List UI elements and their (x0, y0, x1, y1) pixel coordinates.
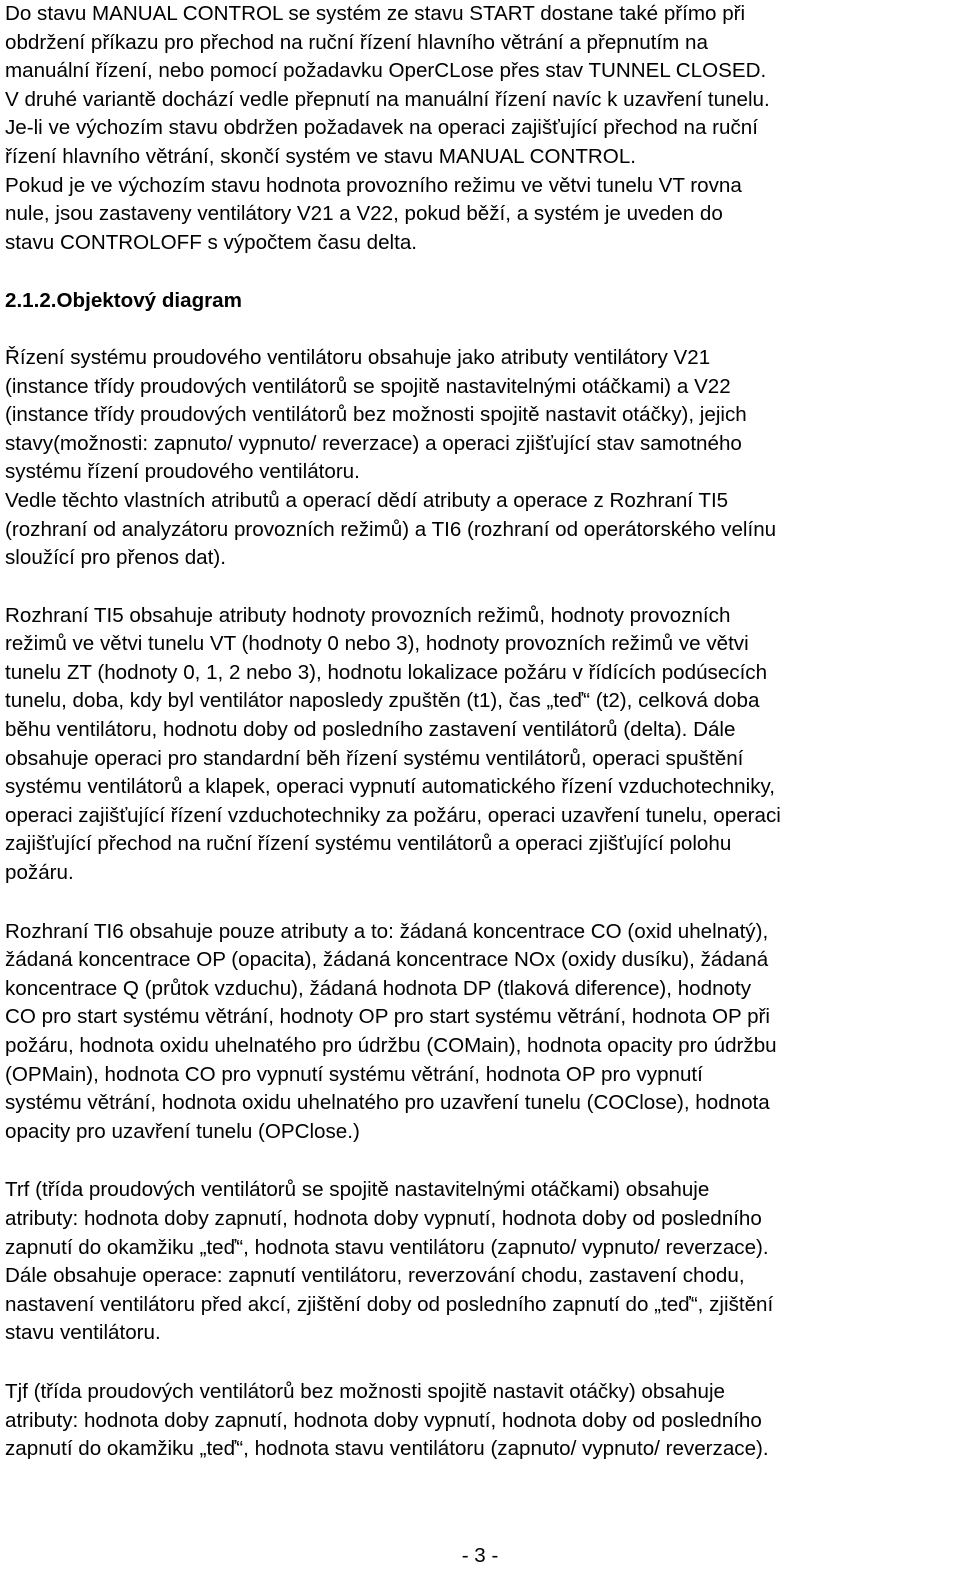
paragraph-trf-class: Trf (třída proudových ventilátorů se spojitě nastavitelnými otáčkami) obsahuje atributy: hodnota doby zapnutí, hodnota doby vypnutí, hodnota doby od posledního zapnutí do okamžiku „teď“, hodnota stavu ventilátoru (zapnuto/ vypnuto/ reverzace). Dále obsahuje operace: zapnutí ventilátoru, reverzování chodu, zastavení chodu, nastavení ventilátoru před akcí, zjištění doby od posledního zapnutí do „teď“, zjištění stavu ventilátoru. (5, 1178, 774, 1345)
section-heading: 2.1.2.Objektový diagram (5, 289, 242, 313)
spacer (5, 888, 955, 918)
spacer (5, 573, 955, 602)
paragraph-ti6-interface: Rozhraní TI6 obsahuje pouze atributy a to: žádaná koncentrace CO (oxid uhelnatý), žádaná koncentrace OP (opacita), žádaná koncentrace NOx (oxidy dusíku), žádaná koncentrace Q (průtok vzduchu), žádaná hodnota DP (tlaková diference), hodnoty CO pro start systému větrání, hodnoty OP pro start systému větrání, hodnota OP při požáru, hodnota oxidu uhelnatého pro údržbu (COMain), hodnota opacity pro údržbu (OPMain), hodnota CO pro vypnutí systému větrání, hodnota OP pro vypnutí systému větrání, hodnota oxidu uhelnatého pro uzavření tunelu (COClose), hodnota opacity pro uzavření tunelu (OPClose.) (5, 919, 777, 1143)
spacer (5, 316, 955, 344)
paragraph-controloff: Pokud je ve výchozím stavu hodnota provozního režimu ve větvi tunelu VT rovna nule, jsou zastaveny ventilátory V21 a V22, pokud běží, a systém je uveden do stavu CONTROLOFF s výpočtem času delta. (5, 173, 742, 254)
paragraph-tjf-class: Tjf (třída proudových ventilátorů bez možnosti spojitě nastavit otáčky) obsahuje atributy: hodnota doby zapnutí, hodnota doby vypnutí, hodnota doby od posledního zapnutí do okamžiku „teď“, hodnota stavu ventilátoru (zapnuto/ vypnuto/ reverzace). (5, 1379, 769, 1461)
paragraph-ti5-interface: Rozhraní TI5 obsahuje atributy hodnoty provozních režimů, hodnoty provozních režimů ve větvi tunelu VT (hodnoty 0 nebo 3), hodnoty provozních režimů ve větvi tunelu ZT (hodnoty 0, 1, 2 nebo 3), hodnotu lokalizace požáru v řídících podúsecích tunelu, doba, kdy byl ventilátor naposledy zpuštěn (t1), čas „teď“ (t2), celková doba běhu ventilátoru, hodnotu doby od posledního zastavení ventilátorů (delta). Dále obsahuje operaci pro standardní běh řízení systému ventilátorů, operaci spuštění systému ventilátorů a klapek, operaci vypnutí automatického řízení vzduchotechniky, operaci zajišťující řízení vzduchotechniky za požáru, operaci uzavření tunelu, operaci zajišťující přechod na ruční řízení systému ventilátorů a operaci zjišťující polohu požáru. (5, 603, 781, 885)
paragraph-inheritance: Vedle těchto vlastních atributů a operací dědí atributy a operace z Rozhraní TI5 (rozhraní od analyzátoru provozních režimů) a TI6 (rozhraní od operátorského velínu sloužící pro přenos dat). (5, 488, 777, 570)
spacer (5, 1348, 955, 1378)
document-page (5, 0, 955, 1464)
paragraph-fan-control-attributes: Řízení systému proudového ventilátoru obsahuje jako atributy ventilátory V21 (instance třídy proudových ventilátorů se spojitě nastavitelnými otáčkami) a V22 (instance třídy proudových ventilátorů bez možnosti spojitě nastavit otáčky), jejich stavy(možnosti: zapnuto/ vypnuto/ reverzace) a operaci zjišťující stav samotného systému řízení proudového ventilátoru. (5, 345, 747, 484)
spacer (5, 257, 955, 287)
paragraph-manual-control-transition: Do stavu MANUAL CONTROL se systém ze stavu START dostane také přímo při obdržení příkazu pro přechod na ruční řízení hlavního větrání a přepnutím na manuální řízení, nebo pomocí požadavku OperCLose přes stav TUNNEL CLOSED. V druhé variantě dochází vedle přepnutí na manuální řízení navíc k uzavření tunelu. (5, 2, 770, 111)
page-number: - 3 - (461, 1544, 499, 1567)
spacer (5, 1146, 955, 1176)
paragraph-manual-control-request: Je-li ve výchozím stavu obdržen požadavek na operaci zajišťující přechod na ruční řízení hlavního větrání, skončí systém ve stavu MANUAL CONTROL. (5, 116, 758, 168)
